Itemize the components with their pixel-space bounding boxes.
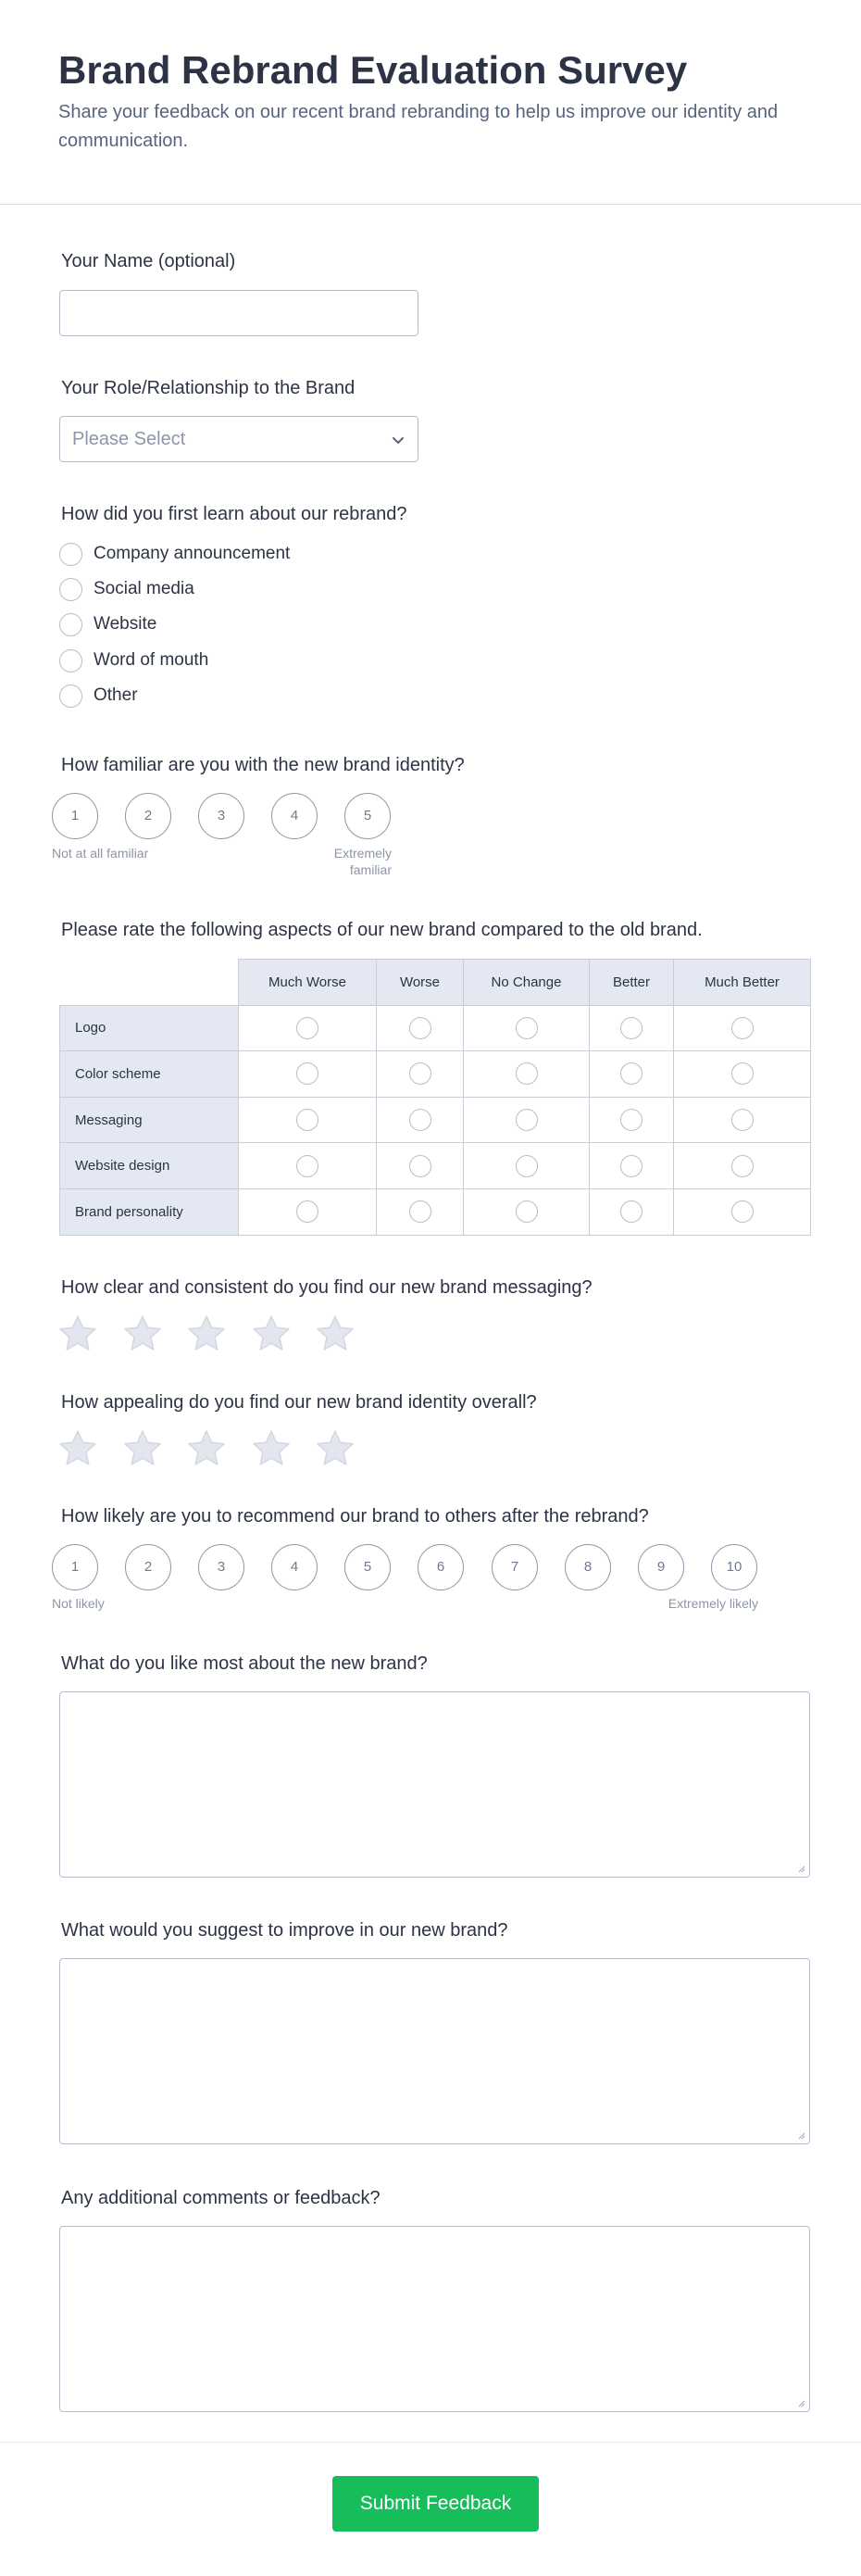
star-icon[interactable] xyxy=(315,1313,356,1354)
star-icon[interactable] xyxy=(186,1313,227,1354)
learn-label: How did you first learn about our rebrand? xyxy=(61,504,407,524)
recommend-option[interactable]: 2 xyxy=(125,1544,171,1590)
matrix-radio-button[interactable] xyxy=(731,1155,754,1177)
radio-button[interactable] xyxy=(59,578,82,601)
recommend-max-label: Extremely likely xyxy=(668,1596,758,1611)
matrix-radio-button[interactable] xyxy=(409,1200,431,1223)
recommend-min-label: Not likely xyxy=(52,1596,105,1611)
matrix-cell xyxy=(239,1143,377,1189)
matrix-label: Please rate the following aspects of our new brand compared to the old brand. xyxy=(61,920,703,940)
familiarity-option[interactable]: 1 xyxy=(52,793,98,839)
matrix-row-header: Website design xyxy=(60,1143,239,1189)
form-subtitle: Share your feedback on our recent brand rebranding to help us improve our identity and communication. xyxy=(58,102,779,151)
matrix-cell xyxy=(674,1051,811,1098)
recommend-option[interactable]: 7 xyxy=(492,1544,538,1590)
matrix-radio-button[interactable] xyxy=(516,1200,538,1223)
comments-label: Any additional comments or feedback? xyxy=(61,2188,381,2208)
matrix-radio-button[interactable] xyxy=(296,1200,318,1223)
resize-grip-icon[interactable] xyxy=(796,1864,805,1873)
recommend-option[interactable]: 3 xyxy=(198,1544,244,1590)
like-most-label: What do you like most about the new brand? xyxy=(61,1653,428,1674)
matrix-row-header: Messaging xyxy=(60,1097,239,1143)
matrix-radio-button[interactable] xyxy=(731,1200,754,1223)
matrix-radio-button[interactable] xyxy=(620,1200,643,1223)
matrix-radio-button[interactable] xyxy=(516,1155,538,1177)
matrix-radio-button[interactable] xyxy=(620,1017,643,1039)
matrix-cell xyxy=(377,1143,464,1189)
learn-option-label: Word of mouth xyxy=(94,649,209,670)
learn-option-label: Company announcement xyxy=(94,544,291,563)
matrix-radio-button[interactable] xyxy=(409,1155,431,1177)
resize-grip-icon[interactable] xyxy=(796,2398,805,2407)
role-select[interactable] xyxy=(59,416,418,462)
matrix-radio-button[interactable] xyxy=(516,1109,538,1131)
star-icon[interactable] xyxy=(122,1313,163,1354)
familiarity-max-label: Extremely familiar xyxy=(333,846,392,877)
matrix-row xyxy=(60,1005,811,1051)
radio-button[interactable] xyxy=(59,543,82,566)
matrix-row-header: Color scheme xyxy=(60,1051,239,1098)
matrix-row xyxy=(60,1143,811,1189)
radio-button[interactable] xyxy=(59,685,82,708)
matrix-corner xyxy=(60,960,239,1006)
star-icon[interactable] xyxy=(57,1313,98,1354)
clarity-label: How clear and consistent do you find our new brand messaging? xyxy=(61,1277,593,1298)
star-icon[interactable] xyxy=(57,1428,98,1469)
chevron-down-icon xyxy=(390,432,406,448)
name-label: Your Name (optional) xyxy=(61,251,236,271)
familiarity-option[interactable]: 4 xyxy=(271,793,318,839)
recommend-option[interactable]: 5 xyxy=(344,1544,391,1590)
learn-option[interactable] xyxy=(59,647,356,675)
matrix-row xyxy=(60,1051,811,1098)
learn-option[interactable] xyxy=(59,576,356,604)
matrix-cell xyxy=(239,1097,377,1143)
recommend-option[interactable]: 10 xyxy=(711,1544,757,1590)
matrix-cell xyxy=(464,1005,590,1051)
name-input[interactable] xyxy=(59,290,418,336)
matrix-radio-button[interactable] xyxy=(731,1062,754,1085)
rating-matrix xyxy=(59,959,810,1236)
matrix-cell xyxy=(464,1188,590,1235)
recommend-option[interactable]: 6 xyxy=(418,1544,464,1590)
improve-textarea[interactable] xyxy=(59,1958,810,2144)
resize-grip-icon[interactable] xyxy=(796,2130,805,2140)
matrix-cell xyxy=(239,1051,377,1098)
matrix-radio-button[interactable] xyxy=(620,1155,643,1177)
star-icon[interactable] xyxy=(315,1428,356,1469)
matrix-cell xyxy=(377,1188,464,1235)
radio-button[interactable] xyxy=(59,613,82,636)
matrix-radio-button[interactable] xyxy=(296,1017,318,1039)
matrix-cell xyxy=(674,1143,811,1189)
star-icon[interactable] xyxy=(186,1428,227,1469)
matrix-radio-button[interactable] xyxy=(409,1017,431,1039)
matrix-column-header: Much Worse xyxy=(239,960,377,1006)
matrix-cell xyxy=(464,1051,590,1098)
matrix-cell xyxy=(377,1051,464,1098)
recommend-option[interactable]: 1 xyxy=(52,1544,98,1590)
improve-label: What would you suggest to improve in our new brand? xyxy=(61,1920,508,1941)
comments-textarea[interactable] xyxy=(59,2226,810,2412)
matrix-cell xyxy=(590,1143,674,1189)
form-title: Brand Rebrand Evaluation Survey xyxy=(58,48,688,92)
learn-option[interactable] xyxy=(59,683,356,710)
matrix-radio-button[interactable] xyxy=(409,1109,431,1131)
matrix-column-header: Worse xyxy=(377,960,464,1006)
role-label: Your Role/Relationship to the Brand xyxy=(61,378,356,398)
learn-option[interactable] xyxy=(59,541,356,569)
recommend-option[interactable]: 4 xyxy=(271,1544,318,1590)
matrix-radio-button[interactable] xyxy=(296,1155,318,1177)
recommend-label: How likely are you to recommend our brand to others after the rebrand? xyxy=(61,1506,649,1527)
matrix-row xyxy=(60,1097,811,1143)
matrix-cell xyxy=(590,1097,674,1143)
matrix-radio-button[interactable] xyxy=(516,1062,538,1085)
learn-option-label: Other xyxy=(94,685,138,705)
matrix-cell xyxy=(464,1143,590,1189)
matrix-radio-button[interactable] xyxy=(620,1109,643,1131)
familiarity-option[interactable]: 3 xyxy=(198,793,244,839)
matrix-column-header: Better xyxy=(590,960,674,1006)
matrix-cell xyxy=(674,1097,811,1143)
familiarity-label: How familiar are you with the new brand identity? xyxy=(61,755,465,775)
matrix-cell xyxy=(239,1188,377,1235)
matrix-radio-button[interactable] xyxy=(516,1017,538,1039)
appeal-label: How appealing do you find our new brand identity overall? xyxy=(61,1392,537,1413)
star-icon[interactable] xyxy=(122,1428,163,1469)
matrix-column-header: Much Better xyxy=(674,960,811,1006)
matrix-cell xyxy=(590,1005,674,1051)
learn-option[interactable] xyxy=(59,611,356,639)
matrix-cell xyxy=(239,1005,377,1051)
matrix-cell xyxy=(590,1051,674,1098)
matrix-radio-button[interactable] xyxy=(296,1109,318,1131)
submit-button[interactable]: Submit Feedback xyxy=(332,2476,539,2532)
familiarity-option[interactable]: 2 xyxy=(125,793,171,839)
star-icon[interactable] xyxy=(251,1313,292,1354)
like-most-textarea[interactable] xyxy=(59,1691,810,1878)
star-icon[interactable] xyxy=(251,1428,292,1469)
matrix-radio-button[interactable] xyxy=(731,1109,754,1131)
recommend-option[interactable]: 9 xyxy=(638,1544,684,1590)
matrix-cell xyxy=(674,1188,811,1235)
matrix-row-header: Brand personality xyxy=(60,1188,239,1235)
matrix-cell xyxy=(590,1188,674,1235)
matrix-cell xyxy=(377,1097,464,1143)
matrix-cell xyxy=(464,1097,590,1143)
matrix-cell xyxy=(674,1005,811,1051)
matrix-radio-button[interactable] xyxy=(620,1062,643,1085)
matrix-cell xyxy=(377,1005,464,1051)
matrix-radio-button[interactable] xyxy=(731,1017,754,1039)
matrix-row xyxy=(60,1188,811,1235)
matrix-column-header: No Change xyxy=(464,960,590,1006)
radio-button[interactable] xyxy=(59,649,82,672)
matrix-row-header: Logo xyxy=(60,1005,239,1051)
familiarity-min-label: Not at all familiar xyxy=(52,846,149,861)
matrix-radio-button[interactable] xyxy=(296,1062,318,1085)
learn-option-label: Website xyxy=(94,614,157,635)
recommend-option[interactable]: 8 xyxy=(565,1544,611,1590)
familiarity-option[interactable]: 5 xyxy=(344,793,391,839)
role-select-placeholder: Please Select xyxy=(72,429,186,449)
matrix-radio-button[interactable] xyxy=(409,1062,431,1085)
learn-option-label: Social media xyxy=(94,579,194,599)
form-header xyxy=(0,0,861,205)
